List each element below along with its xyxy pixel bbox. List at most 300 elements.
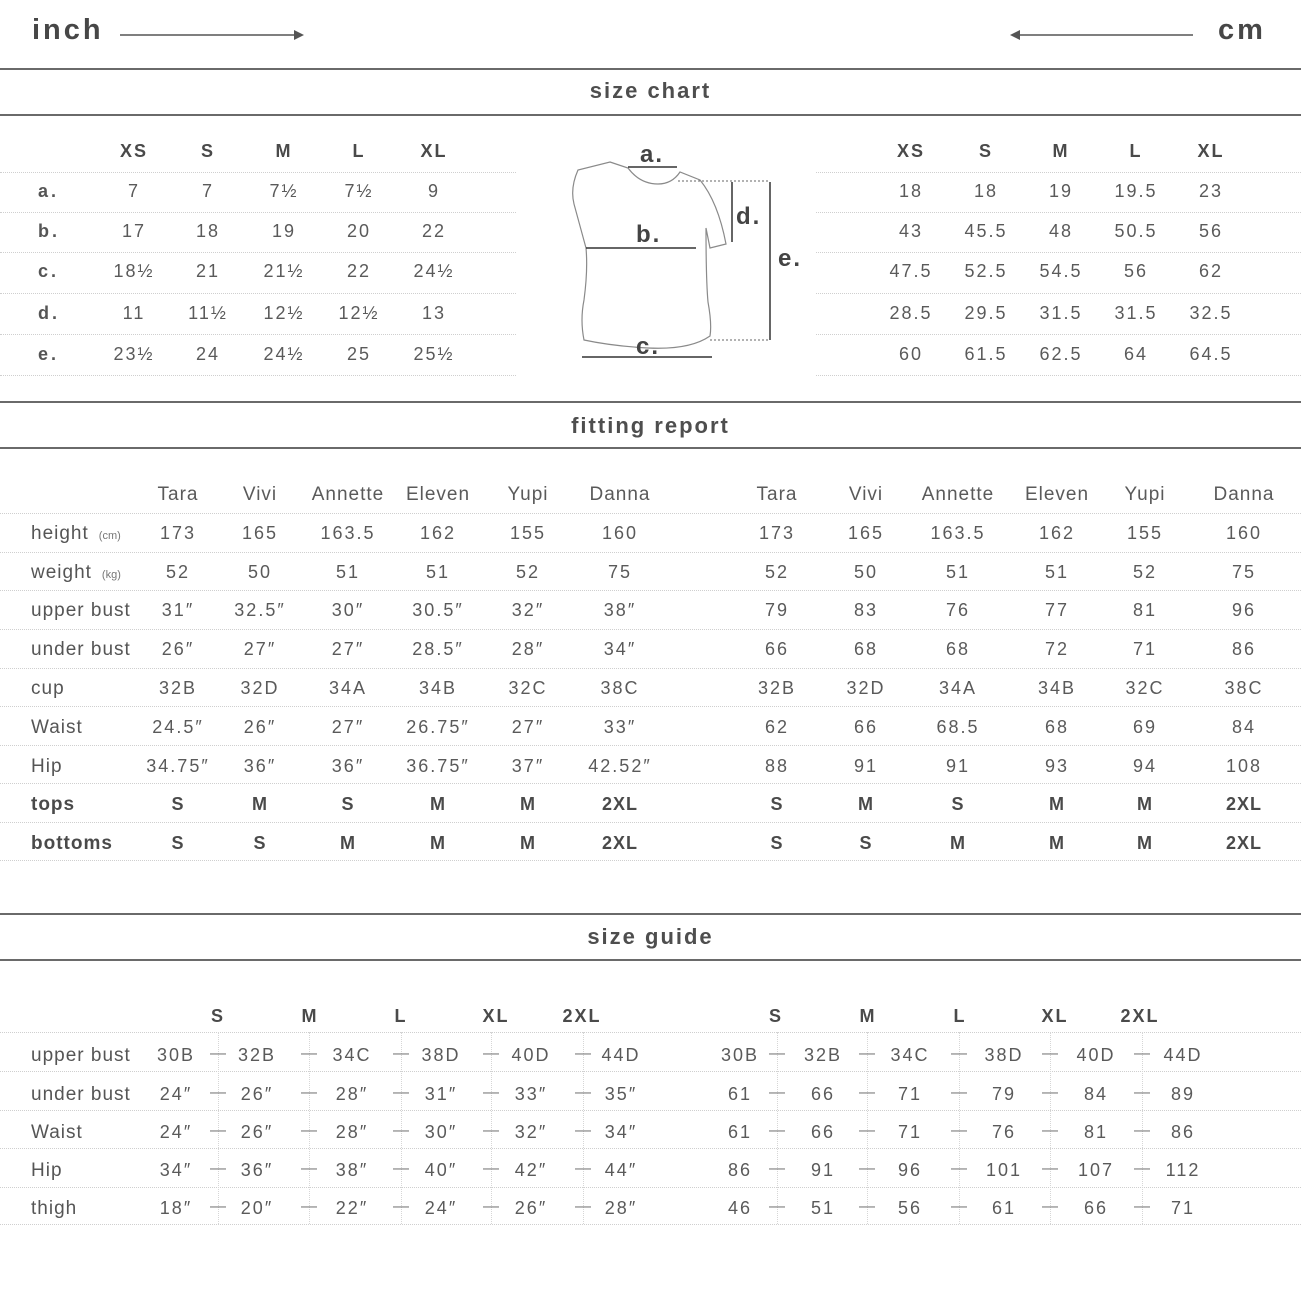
- size-header: XL: [1197, 141, 1225, 161]
- range-dash: —: [210, 1198, 226, 1215]
- cm-value: 173: [758, 523, 796, 543]
- row-divider: [816, 172, 1301, 173]
- row-label: [31, 717, 83, 739]
- inch-value: 40″: [424, 1160, 458, 1180]
- cm-value: 29.5: [964, 303, 1008, 323]
- cm-value: 81: [1083, 1122, 1109, 1142]
- inch-value: 21½: [263, 261, 305, 281]
- inch-value: 27″: [331, 717, 365, 737]
- row-label-text: weight: [31, 562, 92, 583]
- range-dash: —: [1042, 1084, 1058, 1101]
- row-divider: [0, 1110, 1301, 1111]
- row-divider: [0, 706, 1301, 707]
- range-dash: —: [1134, 1045, 1150, 1062]
- cm-value: 84: [1231, 717, 1257, 737]
- row-divider: [0, 1071, 1301, 1072]
- inch-value: 32″: [514, 1122, 548, 1142]
- cm-value: 61.5: [964, 344, 1008, 364]
- cm-value: 56: [1198, 221, 1224, 241]
- fitting-report-title: fitting report: [571, 413, 730, 438]
- row-divider: [816, 334, 1301, 335]
- cm-value: 23: [1198, 181, 1224, 201]
- cm-value: 86: [1231, 639, 1257, 659]
- row-label: [31, 794, 75, 816]
- inch-value: 26.75″: [406, 717, 470, 737]
- cm-value: M: [1049, 833, 1065, 853]
- inch-value: 27″: [511, 717, 545, 737]
- row-divider: [0, 1032, 1301, 1033]
- cm-value: 18: [973, 181, 999, 201]
- inch-unit-label: inch: [32, 14, 104, 46]
- range-dash: —: [1134, 1160, 1150, 1177]
- inch-value: 30″: [424, 1122, 458, 1142]
- cm-value: M: [858, 794, 874, 814]
- model-name: Yupi: [1124, 484, 1166, 505]
- model-name: Yupi: [507, 484, 549, 505]
- inch-value: 17: [121, 221, 147, 241]
- range-dash: —: [1134, 1198, 1150, 1215]
- range-dash: —: [769, 1084, 785, 1101]
- unit-label: (cm): [98, 530, 121, 542]
- row-label: [31, 639, 131, 661]
- row-divider: [0, 860, 1301, 861]
- cm-value: 66: [810, 1122, 836, 1142]
- inch-value: 32C: [508, 678, 548, 698]
- cm-value: 18: [898, 181, 924, 201]
- inch-value: 42.52″: [588, 756, 652, 776]
- inch-value: 27″: [243, 639, 277, 659]
- inch-value: 20″: [240, 1198, 274, 1218]
- range-dash: —: [483, 1084, 499, 1101]
- size-header: 2XL: [562, 1006, 602, 1026]
- row-label-text: Waist: [31, 717, 83, 738]
- row-label: Waist: [31, 1122, 83, 1143]
- cm-value: 91: [853, 756, 879, 776]
- inch-value: 38″: [335, 1160, 369, 1180]
- range-dash: —: [1042, 1198, 1058, 1215]
- cm-value: 60: [898, 344, 924, 364]
- inch-value: 12½: [263, 303, 305, 323]
- row-label-text: under bust: [31, 639, 131, 660]
- inch-value: 34A: [328, 678, 368, 698]
- cm-value: 68: [853, 639, 879, 659]
- row-divider: [0, 334, 516, 335]
- cm-value: 71: [897, 1122, 923, 1142]
- cm-value: 62: [1198, 261, 1224, 281]
- cm-value: 48: [1048, 221, 1074, 241]
- range-dash: —: [769, 1160, 785, 1177]
- inch-value: 165: [241, 523, 279, 543]
- inch-value: 12½: [338, 303, 380, 323]
- range-dash: —: [483, 1160, 499, 1177]
- row-divider: [0, 590, 1301, 591]
- row-label-text: Hip: [31, 756, 63, 777]
- inch-value: 38″: [603, 600, 637, 620]
- row-divider: [0, 668, 1301, 669]
- measurement-label: e.: [38, 344, 60, 364]
- cm-value: 62: [764, 717, 790, 737]
- inch-value: 31″: [424, 1084, 458, 1104]
- cm-value: 38D: [984, 1045, 1024, 1065]
- model-name: Tara: [157, 484, 199, 505]
- cm-value: 44D: [1163, 1045, 1203, 1065]
- inch-value: 22: [346, 261, 372, 281]
- inch-value: 30″: [331, 600, 365, 620]
- cm-value: 43: [898, 221, 924, 241]
- cm-value: 79: [991, 1084, 1017, 1104]
- row-divider: [816, 375, 1301, 376]
- inch-value: 23½: [113, 344, 155, 364]
- row-label: thigh: [31, 1198, 78, 1219]
- cm-value: 66: [764, 639, 790, 659]
- size-chart-title: size chart: [589, 78, 712, 103]
- size-header: M: [301, 1006, 319, 1026]
- range-dash: —: [769, 1122, 785, 1139]
- inch-value: 11½: [188, 303, 228, 323]
- cm-value: 89: [1170, 1084, 1196, 1104]
- size-header: S: [978, 141, 994, 161]
- inch-value: 52: [515, 562, 541, 582]
- inch-value: 27″: [331, 639, 365, 659]
- inch-value: 28.5″: [412, 639, 464, 659]
- unit-label: (kg): [101, 569, 121, 581]
- cm-value: 96: [897, 1160, 923, 1180]
- cm-value: 71: [897, 1084, 923, 1104]
- cm-value: 40D: [1076, 1045, 1116, 1065]
- range-dash: —: [859, 1160, 875, 1177]
- range-dash: —: [483, 1045, 499, 1062]
- inch-value: 33″: [603, 717, 637, 737]
- range-dash: —: [951, 1160, 967, 1177]
- size-header: M: [1052, 141, 1070, 161]
- row-divider: [0, 783, 1301, 784]
- inch-value: 22: [421, 221, 447, 241]
- row-label: [31, 562, 121, 584]
- cm-value: M: [1137, 794, 1153, 814]
- range-dash: —: [210, 1122, 226, 1139]
- inch-value: 162: [419, 523, 457, 543]
- cm-value: 75: [1231, 562, 1257, 582]
- arrow-right-icon: [118, 26, 308, 46]
- row-divider: [0, 1187, 1301, 1188]
- range-dash: —: [951, 1198, 967, 1215]
- inch-value: 2XL: [601, 833, 639, 853]
- inch-value: 34″: [603, 639, 637, 659]
- inch-value: 18½: [113, 261, 155, 281]
- cm-value: 165: [847, 523, 885, 543]
- size-header: S: [210, 1006, 226, 1026]
- cm-value: 34B: [1037, 678, 1077, 698]
- row-label-text: tops: [31, 794, 76, 815]
- inch-value: 155: [509, 523, 547, 543]
- cm-value: 19: [1048, 181, 1074, 201]
- inch-value: 24″: [424, 1198, 458, 1218]
- cm-value: 61: [727, 1122, 753, 1142]
- inch-value: 24″: [159, 1084, 193, 1104]
- range-dash: —: [769, 1045, 785, 1062]
- range-dash: —: [301, 1122, 317, 1139]
- inch-value: 24.5″: [152, 717, 204, 737]
- range-dash: —: [393, 1084, 409, 1101]
- row-label-text: height: [31, 523, 89, 544]
- cm-value: 94: [1132, 756, 1158, 776]
- cm-value: 68: [945, 639, 971, 659]
- inch-value: 44D: [601, 1045, 641, 1065]
- cm-value: 68.5: [936, 717, 980, 737]
- range-dash: —: [301, 1045, 317, 1062]
- cm-value: 34A: [938, 678, 978, 698]
- cm-value: S: [770, 833, 784, 853]
- cm-value: 76: [991, 1122, 1017, 1142]
- range-dash: —: [575, 1198, 591, 1215]
- inch-value: M: [520, 794, 536, 814]
- size-header: L: [394, 1006, 408, 1026]
- inch-value: 32D: [240, 678, 280, 698]
- size-header: M: [275, 141, 293, 161]
- inch-value: 28″: [335, 1084, 369, 1104]
- model-name: Tara: [756, 484, 798, 505]
- inch-value: 26″: [240, 1122, 274, 1142]
- inch-value: 163.5: [320, 523, 376, 543]
- size-header: 2XL: [1120, 1006, 1160, 1026]
- model-name: Eleven: [1024, 484, 1090, 505]
- section-divider: [0, 913, 1301, 915]
- inch-value: 40D: [511, 1045, 551, 1065]
- inch-value: 18″: [159, 1198, 193, 1218]
- cm-value: 32.5: [1189, 303, 1233, 323]
- model-name: Vivi: [242, 484, 278, 505]
- measurement-label: d.: [38, 303, 60, 323]
- inch-value: S: [171, 833, 185, 853]
- cm-value: 28.5: [889, 303, 933, 323]
- cm-value: S: [770, 794, 784, 814]
- size-header: L: [1129, 141, 1143, 161]
- diagram-label-e: e.: [778, 245, 803, 272]
- cm-value: 32C: [1125, 678, 1165, 698]
- cm-value: 69: [1132, 717, 1158, 737]
- cm-value: 34C: [890, 1045, 930, 1065]
- inch-value: 32.5″: [234, 600, 286, 620]
- cm-value: 61: [991, 1198, 1017, 1218]
- cm-value: 107: [1077, 1160, 1115, 1180]
- range-dash: —: [393, 1160, 409, 1177]
- row-label: [31, 756, 63, 778]
- inch-value: S: [171, 794, 185, 814]
- inch-value: M: [520, 833, 536, 853]
- row-divider: [0, 513, 1301, 514]
- inch-value: 19: [271, 221, 297, 241]
- size-header: XL: [420, 141, 448, 161]
- inch-value: 75: [607, 562, 633, 582]
- cm-value: 72: [1044, 639, 1070, 659]
- row-divider: [816, 212, 1301, 213]
- cm-value: 19.5: [1114, 181, 1158, 201]
- range-dash: —: [393, 1122, 409, 1139]
- range-dash: —: [951, 1084, 967, 1101]
- inch-value: 9: [427, 181, 441, 201]
- inch-value: 34″: [604, 1122, 638, 1142]
- section-divider: [0, 68, 1301, 70]
- inch-value: 25½: [413, 344, 455, 364]
- row-label: [31, 523, 121, 545]
- range-dash: —: [210, 1045, 226, 1062]
- row-divider: [816, 293, 1301, 294]
- inch-value: 34″: [159, 1160, 193, 1180]
- inch-value: 34B: [418, 678, 458, 698]
- inch-value: 7: [201, 181, 215, 201]
- range-dash: —: [301, 1084, 317, 1101]
- model-name: Danna: [1213, 484, 1275, 505]
- cm-value: 101: [985, 1160, 1023, 1180]
- cm-value: 66: [1083, 1198, 1109, 1218]
- range-dash: —: [301, 1198, 317, 1215]
- size-header: S: [768, 1006, 784, 1026]
- range-dash: —: [575, 1045, 591, 1062]
- cm-value: 31.5: [1039, 303, 1083, 323]
- row-divider: [0, 745, 1301, 746]
- row-label: Hip: [31, 1160, 63, 1181]
- cm-value: 52: [1132, 562, 1158, 582]
- inch-value: 7½: [269, 181, 299, 201]
- inch-value: 20: [346, 221, 372, 241]
- cm-value: 50.5: [1114, 221, 1158, 241]
- inch-value: 22″: [335, 1198, 369, 1218]
- cm-value: 71: [1132, 639, 1158, 659]
- cm-value: 108: [1225, 756, 1263, 776]
- inch-value: 28″: [335, 1122, 369, 1142]
- inch-value: 30.5″: [412, 600, 464, 620]
- range-dash: —: [210, 1084, 226, 1101]
- cm-value: 32D: [846, 678, 886, 698]
- inch-value: 26″: [240, 1084, 274, 1104]
- row-divider: [0, 822, 1301, 823]
- size-header: XS: [119, 141, 149, 161]
- inch-value: 34C: [332, 1045, 372, 1065]
- cm-value: 51: [945, 562, 971, 582]
- inch-value: 13: [421, 303, 447, 323]
- inch-value: M: [252, 794, 268, 814]
- cm-value: 112: [1165, 1160, 1201, 1180]
- inch-value: 26″: [161, 639, 195, 659]
- row-divider: [816, 252, 1301, 253]
- inch-value: 28″: [511, 639, 545, 659]
- cm-value: 52: [764, 562, 790, 582]
- diagram-label-d: d.: [736, 203, 762, 230]
- inch-value: 160: [601, 523, 639, 543]
- tshirt-outline: [573, 162, 726, 348]
- cm-value: 30B: [720, 1045, 760, 1065]
- range-dash: —: [483, 1198, 499, 1215]
- section-divider: [0, 959, 1301, 961]
- inch-value: 24½: [263, 344, 305, 364]
- inch-value: 2XL: [601, 794, 639, 814]
- cm-value: 160: [1225, 523, 1263, 543]
- section-divider: [0, 401, 1301, 403]
- range-dash: —: [575, 1160, 591, 1177]
- row-label: [31, 600, 131, 622]
- inch-value: 38D: [421, 1045, 461, 1065]
- range-dash: —: [1134, 1084, 1150, 1101]
- inch-value: 38C: [600, 678, 640, 698]
- inch-value: 36″: [240, 1160, 274, 1180]
- size-header: S: [200, 141, 216, 161]
- measurement-label: a.: [38, 181, 60, 201]
- section-divider: [0, 447, 1301, 449]
- cm-value: 31.5: [1114, 303, 1158, 323]
- measurement-label: c.: [38, 261, 60, 281]
- inch-value: 32″: [511, 600, 545, 620]
- cm-value: 56: [1123, 261, 1149, 281]
- cm-value: S: [859, 833, 873, 853]
- row-divider: [0, 375, 516, 376]
- row-label-text: upper bust: [31, 600, 131, 621]
- inch-value: 21: [195, 261, 221, 281]
- inch-value: 36″: [243, 756, 277, 776]
- cm-value: 155: [1126, 523, 1164, 543]
- model-name: Eleven: [405, 484, 471, 505]
- cm-value: M: [1049, 794, 1065, 814]
- inch-value: 7: [127, 181, 141, 201]
- cm-value: 79: [764, 600, 790, 620]
- inch-value: 26″: [514, 1198, 548, 1218]
- inch-value: 33″: [514, 1084, 548, 1104]
- range-dash: —: [483, 1122, 499, 1139]
- cm-value: 88: [764, 756, 790, 776]
- inch-value: 52: [165, 562, 191, 582]
- model-name: Danna: [589, 484, 651, 505]
- range-dash: —: [1042, 1122, 1058, 1139]
- range-dash: —: [575, 1122, 591, 1139]
- cm-value: 64.5: [1189, 344, 1233, 364]
- size-header: XS: [896, 141, 926, 161]
- inch-value: 30B: [156, 1045, 196, 1065]
- cm-value: S: [951, 794, 965, 814]
- cm-value: 96: [1231, 600, 1257, 620]
- row-label: [31, 678, 65, 700]
- inch-value: 36.75″: [406, 756, 470, 776]
- cm-value: 47.5: [889, 261, 933, 281]
- size-header: L: [953, 1006, 967, 1026]
- inch-value: 32B: [158, 678, 198, 698]
- inch-value: 51: [335, 562, 361, 582]
- cm-value: 51: [810, 1198, 836, 1218]
- model-name: Annette: [311, 484, 385, 505]
- inch-value: 173: [159, 523, 197, 543]
- row-label: upper bust: [31, 1045, 131, 1066]
- inch-value: 11: [122, 303, 146, 323]
- cm-value: 54.5: [1039, 261, 1083, 281]
- range-dash: —: [859, 1084, 875, 1101]
- diagram-label-b: b.: [636, 221, 662, 248]
- inch-value: 26″: [243, 717, 277, 737]
- range-dash: —: [769, 1198, 785, 1215]
- inch-value: 24″: [159, 1122, 193, 1142]
- range-dash: —: [951, 1045, 967, 1062]
- range-dash: —: [1042, 1160, 1058, 1177]
- model-name: Annette: [921, 484, 995, 505]
- diagram-label-c: c.: [636, 333, 661, 360]
- size-header: M: [859, 1006, 877, 1026]
- inch-value: 37″: [511, 756, 545, 776]
- range-dash: —: [1042, 1045, 1058, 1062]
- inch-value: 42″: [514, 1160, 548, 1180]
- cm-value: 91: [945, 756, 971, 776]
- row-divider: [0, 1224, 1301, 1225]
- inch-value: M: [340, 833, 356, 853]
- inch-value: 18: [195, 221, 221, 241]
- inch-value: 7½: [344, 181, 374, 201]
- inch-value: 25: [346, 344, 372, 364]
